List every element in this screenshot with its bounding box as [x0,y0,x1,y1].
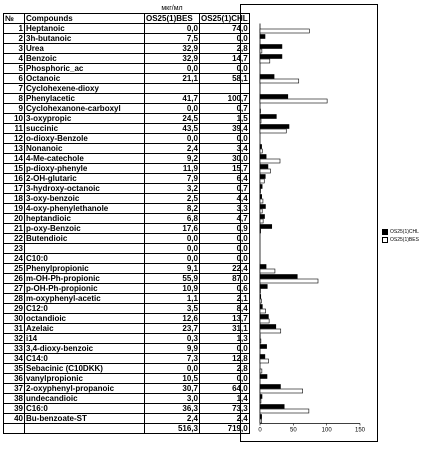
value-s1: 0,0 [145,364,200,374]
value-s2: 0,0 [200,244,250,254]
value-s2: 74,0 [200,24,250,34]
bar-s1 [260,35,265,39]
table-row [4,274,250,284]
table-row [4,164,250,174]
compound-name: C14:0 [25,354,145,364]
value-s1: 0,0 [145,254,200,264]
compound-name: 2-oxyphenyl-propanoic [25,384,145,394]
table-row [4,264,250,274]
legend-label-chl: OS25(1)CHL [390,229,419,235]
bar-s2 [260,319,269,323]
compound-name: Urea [25,44,145,54]
bar-s2 [260,149,262,153]
compound-name: 2-OH-glutaric [25,174,145,184]
row-index: 3 [4,44,25,54]
value-s1: 21,1 [145,74,200,84]
row-index: 38 [4,394,25,404]
totals-blank [25,424,145,434]
bar-s1 [260,305,262,309]
value-s2: 0,7 [200,104,250,114]
compound-name: octandioic [25,314,145,324]
value-s2: 0,6 [200,284,250,294]
bar-s2 [260,219,263,223]
bar-s2 [260,229,261,233]
bar-s2 [260,119,261,123]
value-s1: 30,7 [145,384,200,394]
row-index: 20 [4,214,25,224]
table-row [4,384,250,394]
bar-s1 [260,325,276,329]
row-index: 13 [4,144,25,154]
compound-name: C12:0 [25,304,145,314]
compound-name: heptandioic [25,214,145,224]
bar-chart [240,4,378,442]
value-s1: 3,2 [145,184,200,194]
table-row [4,234,250,244]
value-s2: 0,9 [200,224,250,234]
compound-name: 3-oxy-benzoic [25,194,145,204]
value-s1: 2,5 [145,194,200,204]
compound-name: 3-hydroxy-octanoic [25,184,145,194]
value-s1: 9,2 [145,154,200,164]
compound-name: p-dioxy-phenyle [25,164,145,174]
bar-s1 [260,295,261,299]
compound-name: Phosphoric_ac [25,64,145,74]
row-index: 17 [4,184,25,194]
table-row [4,314,250,324]
compound-name: Azelaic [25,324,145,334]
bar-s1 [260,175,265,179]
compound-name: Heptanoic [25,24,145,34]
table-row [4,144,250,154]
value-s1: 10,9 [145,284,200,294]
bar-s2 [260,339,261,343]
bar-s1 [260,115,276,119]
bar-s2 [260,209,262,213]
bar-s1 [260,45,282,49]
value-s2: 64,0 [200,384,250,394]
compound-name: Cyclohexene-dioxy [25,84,145,94]
value-s2: 87,0 [200,274,250,284]
bar-s1 [260,145,262,149]
value-s2: 30,0 [200,154,250,164]
table-row [4,284,250,294]
bar-s1 [260,355,265,359]
compound-name: undecandioic [25,394,145,404]
bar-s1 [260,185,262,189]
row-index: 37 [4,384,25,394]
compound-name: m-OH-Ph-propionic [25,274,145,284]
value-s1: 41,7 [145,94,200,104]
row-index: 9 [4,104,25,114]
value-s1: 7,3 [145,354,200,364]
x-axis-ticks [258,424,365,434]
value-s2: 12,8 [200,354,250,364]
table-row [4,374,250,384]
row-index: 35 [4,364,25,374]
value-s2: 2,4 [200,414,250,424]
bar-s1 [260,225,272,229]
bar-s2 [260,29,309,33]
compound-name: Bu-benzoate-ST [25,414,145,424]
bar-s1 [260,215,265,219]
value-s2: 0,0 [200,234,250,244]
row-index: 29 [4,304,25,314]
compound-name: Sebacinic (C10DKK) [25,364,145,374]
row-index: 32 [4,334,25,344]
legend-swatch-chl [382,229,388,235]
compound-name: 4-oxy-phenylethanole [25,204,145,214]
total-s1: 516,3 [145,424,200,434]
value-s2: 2,1 [200,294,250,304]
value-s2: 2,8 [200,44,250,54]
value-s1: 17,6 [145,224,200,234]
value-s1 [145,84,200,94]
compound-name: 4-Me-catechole [25,154,145,164]
bar-s2 [260,159,280,163]
bar-s2 [260,409,309,413]
value-s1: 55,9 [145,274,200,284]
table-row [4,194,250,204]
table-row [4,44,250,54]
row-index: 23 [4,244,25,254]
row-index: 34 [4,354,25,364]
compound-name: o-dioxy-Benzole [25,134,145,144]
value-s1: 1,1 [145,294,200,304]
bar-s1 [260,165,268,169]
value-s2: 22,4 [200,264,250,274]
legend-item-bes [382,236,419,244]
row-index: 5 [4,64,25,74]
value-s1: 0,3 [145,334,200,344]
value-s2: 2,8 [200,364,250,374]
value-s1: 0,0 [145,234,200,244]
table-row [4,394,250,404]
value-s2: 1,3 [200,334,250,344]
bar-s2 [260,179,264,183]
total-s2: 719,0 [200,424,250,434]
header-s1: OS25(1)BES [145,14,200,24]
compound-name: succinic [25,124,145,134]
value-s1: 3,5 [145,304,200,314]
value-s2: 0,0 [200,64,250,74]
legend-label-bes: OS25(1)BES [390,237,419,243]
bar-s1 [260,155,266,159]
value-s1: 24,5 [145,114,200,124]
compound-name: 3h-butanoic [25,34,145,44]
bar-s1 [260,125,289,129]
row-index: 14 [4,154,25,164]
value-s1: 32,9 [145,54,200,64]
legend-item-chl [382,228,419,236]
table-row [4,184,250,194]
units-row [4,4,250,14]
value-s2: 14,7 [200,54,250,64]
table-row [4,214,250,224]
table-row [4,224,250,234]
row-index: 33 [4,344,25,354]
value-s2: 0,0 [200,254,250,264]
table-row [4,114,250,124]
value-s1: 9,9 [145,344,200,354]
table-row [4,154,250,164]
row-index: 10 [4,114,25,124]
table-row [4,344,250,354]
bar-s2 [260,269,275,273]
value-s1: 7,9 [145,174,200,184]
row-index: 15 [4,164,25,174]
compound-name: 3-oxypropic [25,114,145,124]
table-row [4,254,250,264]
row-index: 16 [4,174,25,184]
table-row [4,54,250,64]
bar-s1 [260,375,267,379]
table-row [4,204,250,214]
bar-s2 [260,129,286,133]
value-s1: 9,1 [145,264,200,274]
value-s2: 1,4 [200,394,250,404]
compound-name: Cyclohexanone-carboxyl [25,104,145,114]
table-row [4,334,250,344]
header-compounds: Compounds [25,14,145,24]
row-index: 26 [4,274,25,284]
compound-name: C10:0 [25,254,145,264]
value-s1: 0,0 [145,244,200,254]
bar-s1 [260,275,297,279]
value-s1: 23,7 [145,324,200,334]
value-s2: 0,0 [200,344,250,354]
row-index: 2 [4,34,25,44]
value-s1: 10,5 [145,374,200,384]
value-s2: 6,4 [200,174,250,184]
bar-s2 [260,199,263,203]
header-index: № [4,14,25,24]
value-s1: 0,0 [145,64,200,74]
value-s2: 3,4 [200,144,250,154]
row-index: 25 [4,264,25,274]
bar-s1 [260,315,268,319]
value-s2: 3,3 [200,204,250,214]
value-s2: 15,7 [200,164,250,174]
value-s1: 2,4 [145,414,200,424]
bar-s1 [260,385,280,389]
row-index: 28 [4,294,25,304]
table-row [4,84,250,94]
bar-s2 [260,419,262,423]
table-row [4,294,250,304]
chart-legend [382,228,419,244]
x-tick-label: 0 [258,427,262,434]
bar-s2 [260,49,262,53]
bar-s2 [260,369,262,373]
totals-row [4,424,250,434]
value-s1: 36,3 [145,404,200,414]
x-tick-label: 50 [289,427,297,434]
row-index: 36 [4,374,25,384]
bar-s1 [260,415,262,419]
value-s1: 12,6 [145,314,200,324]
table-row [4,24,250,34]
row-index: 7 [4,84,25,94]
value-s1: 6,8 [145,214,200,224]
bar-s1 [260,195,262,199]
bar-s1 [260,75,274,79]
value-s1: 2,4 [145,144,200,154]
table-row [4,364,250,374]
compound-name: p-OH-Ph-propionic [25,284,145,294]
value-s1: 3,0 [145,394,200,404]
value-s1: 11,9 [145,164,200,174]
compound-name: Phenylacetic [25,94,145,104]
table-row [4,124,250,134]
table-row [4,104,250,114]
bar-s1 [260,95,288,99]
table-row [4,404,250,414]
table-row [4,64,250,74]
bar-s2 [260,399,261,403]
bar-s2 [260,79,299,83]
row-index: 11 [4,124,25,134]
bar-s1 [260,395,262,399]
row-index: 30 [4,314,25,324]
row-index: 22 [4,234,25,244]
value-s2: 39,4 [200,124,250,134]
compound-name [25,244,145,254]
value-s2: 13,7 [200,314,250,324]
row-index: 19 [4,204,25,214]
value-s2: 1,5 [200,114,250,124]
table-row [4,304,250,314]
value-s2: 0,0 [200,374,250,384]
value-s1: 0,0 [145,104,200,114]
bar-s1 [260,285,267,289]
row-index: 40 [4,414,25,424]
row-index: 18 [4,194,25,204]
legend-swatch-bes [382,237,388,243]
value-s1: 0,0 [145,134,200,144]
value-s2: 0,7 [200,184,250,194]
table-row [4,94,250,104]
table-row [4,34,250,44]
value-s1: 7,5 [145,34,200,44]
compound-name: Nonanoic [25,144,145,154]
row-index: 6 [4,74,25,84]
bar-s2 [260,99,327,103]
value-s2: 4,7 [200,214,250,224]
bar-s2 [260,279,318,283]
totals-blank [4,424,25,434]
bar-s2 [260,59,270,63]
bar-s1 [260,205,265,209]
value-s2: 0,0 [200,134,250,144]
compound-name: m-oxyphenyl-acetic [25,294,145,304]
bar-s2 [260,169,270,173]
bar-s2 [260,309,266,313]
value-s2: 58,1 [200,74,250,84]
row-index: 24 [4,254,25,264]
row-index: 1 [4,24,25,34]
value-s1: 32,9 [145,44,200,54]
value-s2: 100,7 [200,94,250,104]
bar-s1 [260,55,282,59]
header-s2: OS25(1)CHL [201,14,248,23]
compound-name: i14 [25,334,145,344]
value-s1: 43,5 [145,124,200,134]
units-label: мкг/мл [145,4,200,14]
compound-name: Octanoic [25,74,145,84]
bar-s2 [260,359,269,363]
bar-s1 [260,405,284,409]
value-s1: 8,2 [145,204,200,214]
x-tick-label: 100 [321,427,332,434]
row-index: 27 [4,284,25,294]
value-s2: 31,1 [200,324,250,334]
compound-name: C16:0 [25,404,145,414]
row-index: 21 [4,224,25,234]
table-row [4,244,250,254]
row-index: 4 [4,54,25,64]
compound-name: Phenylpropionic [25,264,145,274]
table-row [4,324,250,334]
value-s2: 4,4 [200,194,250,204]
row-index: 8 [4,94,25,104]
compound-name: Benzoic [25,54,145,64]
bar-s2 [260,299,261,303]
bar-s1 [260,265,266,269]
compound-name: p-oxy-Benzoic [25,224,145,234]
compound-name: vanylpropionic [25,374,145,384]
bar-s1 [260,345,267,349]
bar-s2 [260,389,303,393]
bar-s2 [260,329,281,333]
x-tick-label: 150 [354,427,366,434]
table-row [4,354,250,364]
value-s2: 0,0 [200,34,250,44]
header-row [4,14,250,24]
table-row [4,134,250,144]
compound-name: Butendioic [25,234,145,244]
value-s1: 0,0 [145,24,200,34]
value-s2: 8,4 [200,304,250,314]
row-index: 39 [4,404,25,414]
value-s2: 73,3 [200,404,250,414]
row-index: 12 [4,134,25,144]
compounds-table [3,4,250,434]
table-row [4,174,250,184]
compound-name: 3,4-dioxy-benzoic [25,344,145,354]
table-row [4,414,250,424]
row-index: 31 [4,324,25,334]
table-row [4,74,250,84]
